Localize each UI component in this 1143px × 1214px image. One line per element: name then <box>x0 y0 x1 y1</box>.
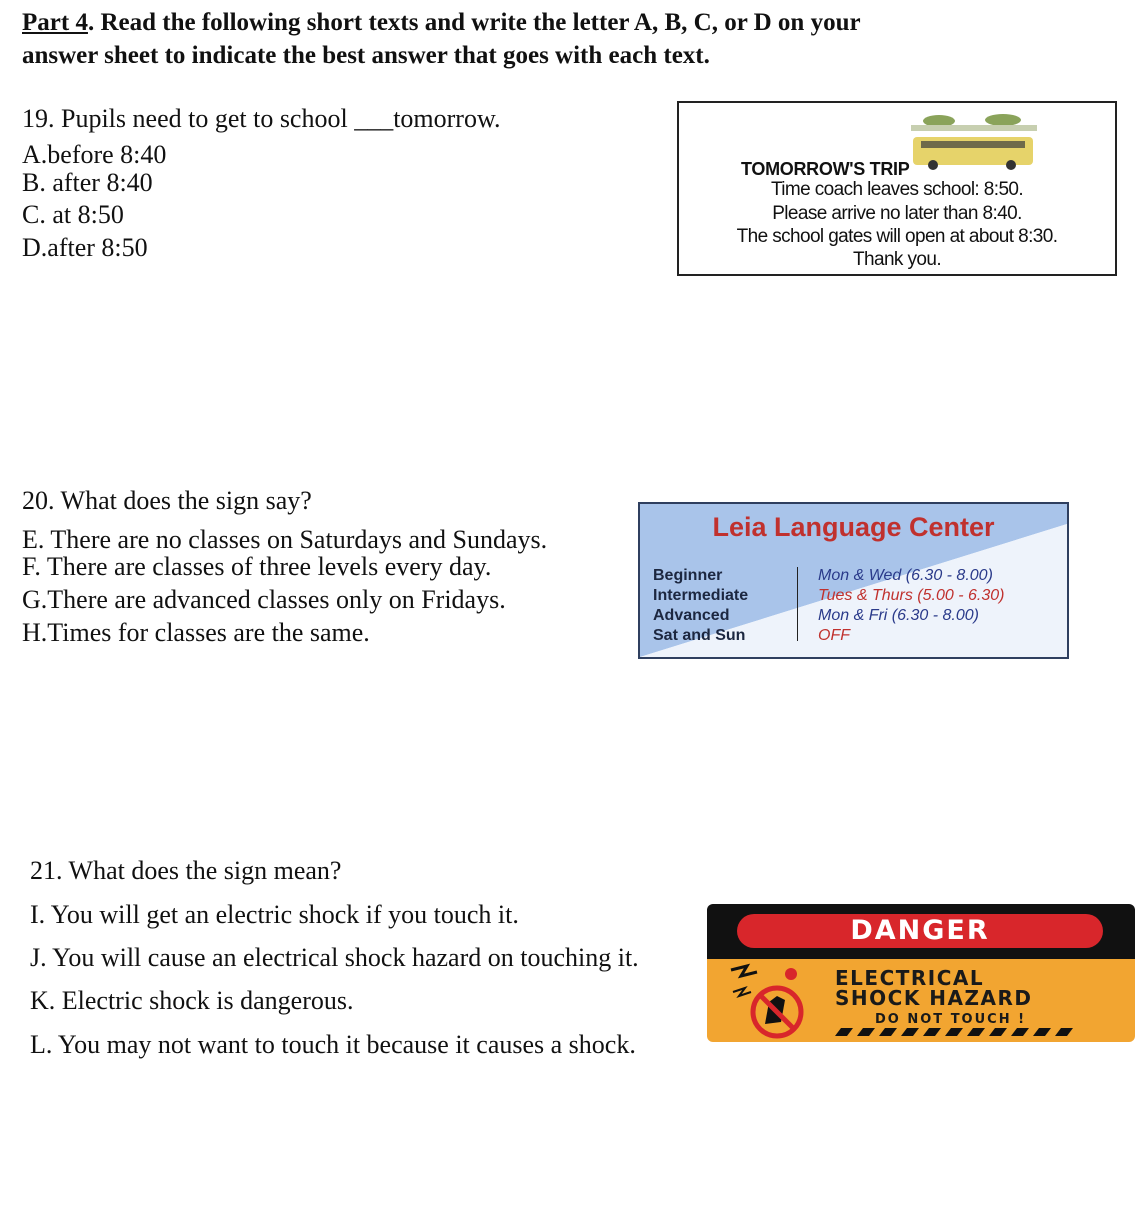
trip-line-4: Thank you. <box>853 249 941 270</box>
trip-line-1: Time coach leaves school: 8:50. <box>770 179 1024 200</box>
trip-notice <box>677 101 1117 276</box>
trip-line-3: The school gates will open at about 8:30. <box>736 226 1058 247</box>
column-divider <box>797 567 798 641</box>
instructions-line1: . Read the following short texts and write the letter A, B, C, or D on your <box>87 9 861 36</box>
level-intermediate: Intermediate <box>653 587 749 604</box>
danger-sign <box>707 904 1135 1042</box>
schedule-weekend: OFF <box>818 627 850 644</box>
option-a: A.before 8:40 <box>22 140 167 169</box>
school-bus-icon <box>911 111 1037 173</box>
question-21-stem: 21. What does the sign mean? <box>30 856 342 885</box>
shock-hazard-text: SHOCK HAZARD <box>835 986 1033 1010</box>
no-touch-shock-icon <box>729 962 813 1040</box>
schedule-beginner: Mon & Wed (6.30 - 8.00) <box>818 567 993 584</box>
question-19-text-end: tomorrow. <box>393 104 501 133</box>
do-not-touch-text: DO NOT TOUCH ! <box>875 1012 1027 1027</box>
option-e: E. There are no classes on Saturdays and Sundays. <box>22 525 548 554</box>
schedule-intermediate: Tues & Thurs (5.00 - 6.30) <box>818 587 1005 604</box>
option-b: B. after 8:40 <box>22 168 153 197</box>
option-l: L. You may not want to touch it because it causes a shock. <box>30 1030 636 1059</box>
option-k: K. Electric shock is dangerous. <box>30 986 354 1015</box>
level-weekend: Sat and Sun <box>653 627 746 644</box>
language-center-title: Leia Language Center <box>712 512 995 542</box>
question-19-stem <box>22 104 501 134</box>
option-j: J. You will cause an electrical shock hazard on touching it. <box>30 943 639 972</box>
danger-title: DANGER <box>850 915 990 946</box>
option-c: C. at 8:50 <box>22 200 124 229</box>
language-center-sign <box>638 502 1069 659</box>
schedule-advanced: Mon & Fri (6.30 - 8.00) <box>818 607 979 624</box>
option-h: H.Times for classes are the same. <box>22 618 370 647</box>
option-g: G.There are advanced classes only on Fridays. <box>22 585 506 614</box>
trip-line-2: Please arrive no later than 8:40. <box>772 203 1022 224</box>
part-label: Part 4 <box>22 9 88 36</box>
electrical-text: ELECTRICAL <box>835 966 985 990</box>
level-advanced: Advanced <box>653 607 730 624</box>
option-d: D.after 8:50 <box>22 233 148 262</box>
question-19-text: 19. Pupils need to get to school <box>22 104 355 133</box>
question-20-stem: 20. What does the sign say? <box>22 486 312 515</box>
option-i: I. You will get an electric shock if you touch it. <box>30 900 519 929</box>
level-beginner: Beginner <box>653 567 723 584</box>
instructions-heading <box>22 6 1122 72</box>
hazard-stripes <box>835 1028 1085 1036</box>
instructions-line2: answer sheet to indicate the best answer that goes with each text. <box>22 42 710 69</box>
option-f: F. There are classes of three levels every day. <box>22 552 492 581</box>
answer-blank: ___ <box>354 104 394 133</box>
trip-title: TOMORROW'S TRIP <box>741 159 910 179</box>
